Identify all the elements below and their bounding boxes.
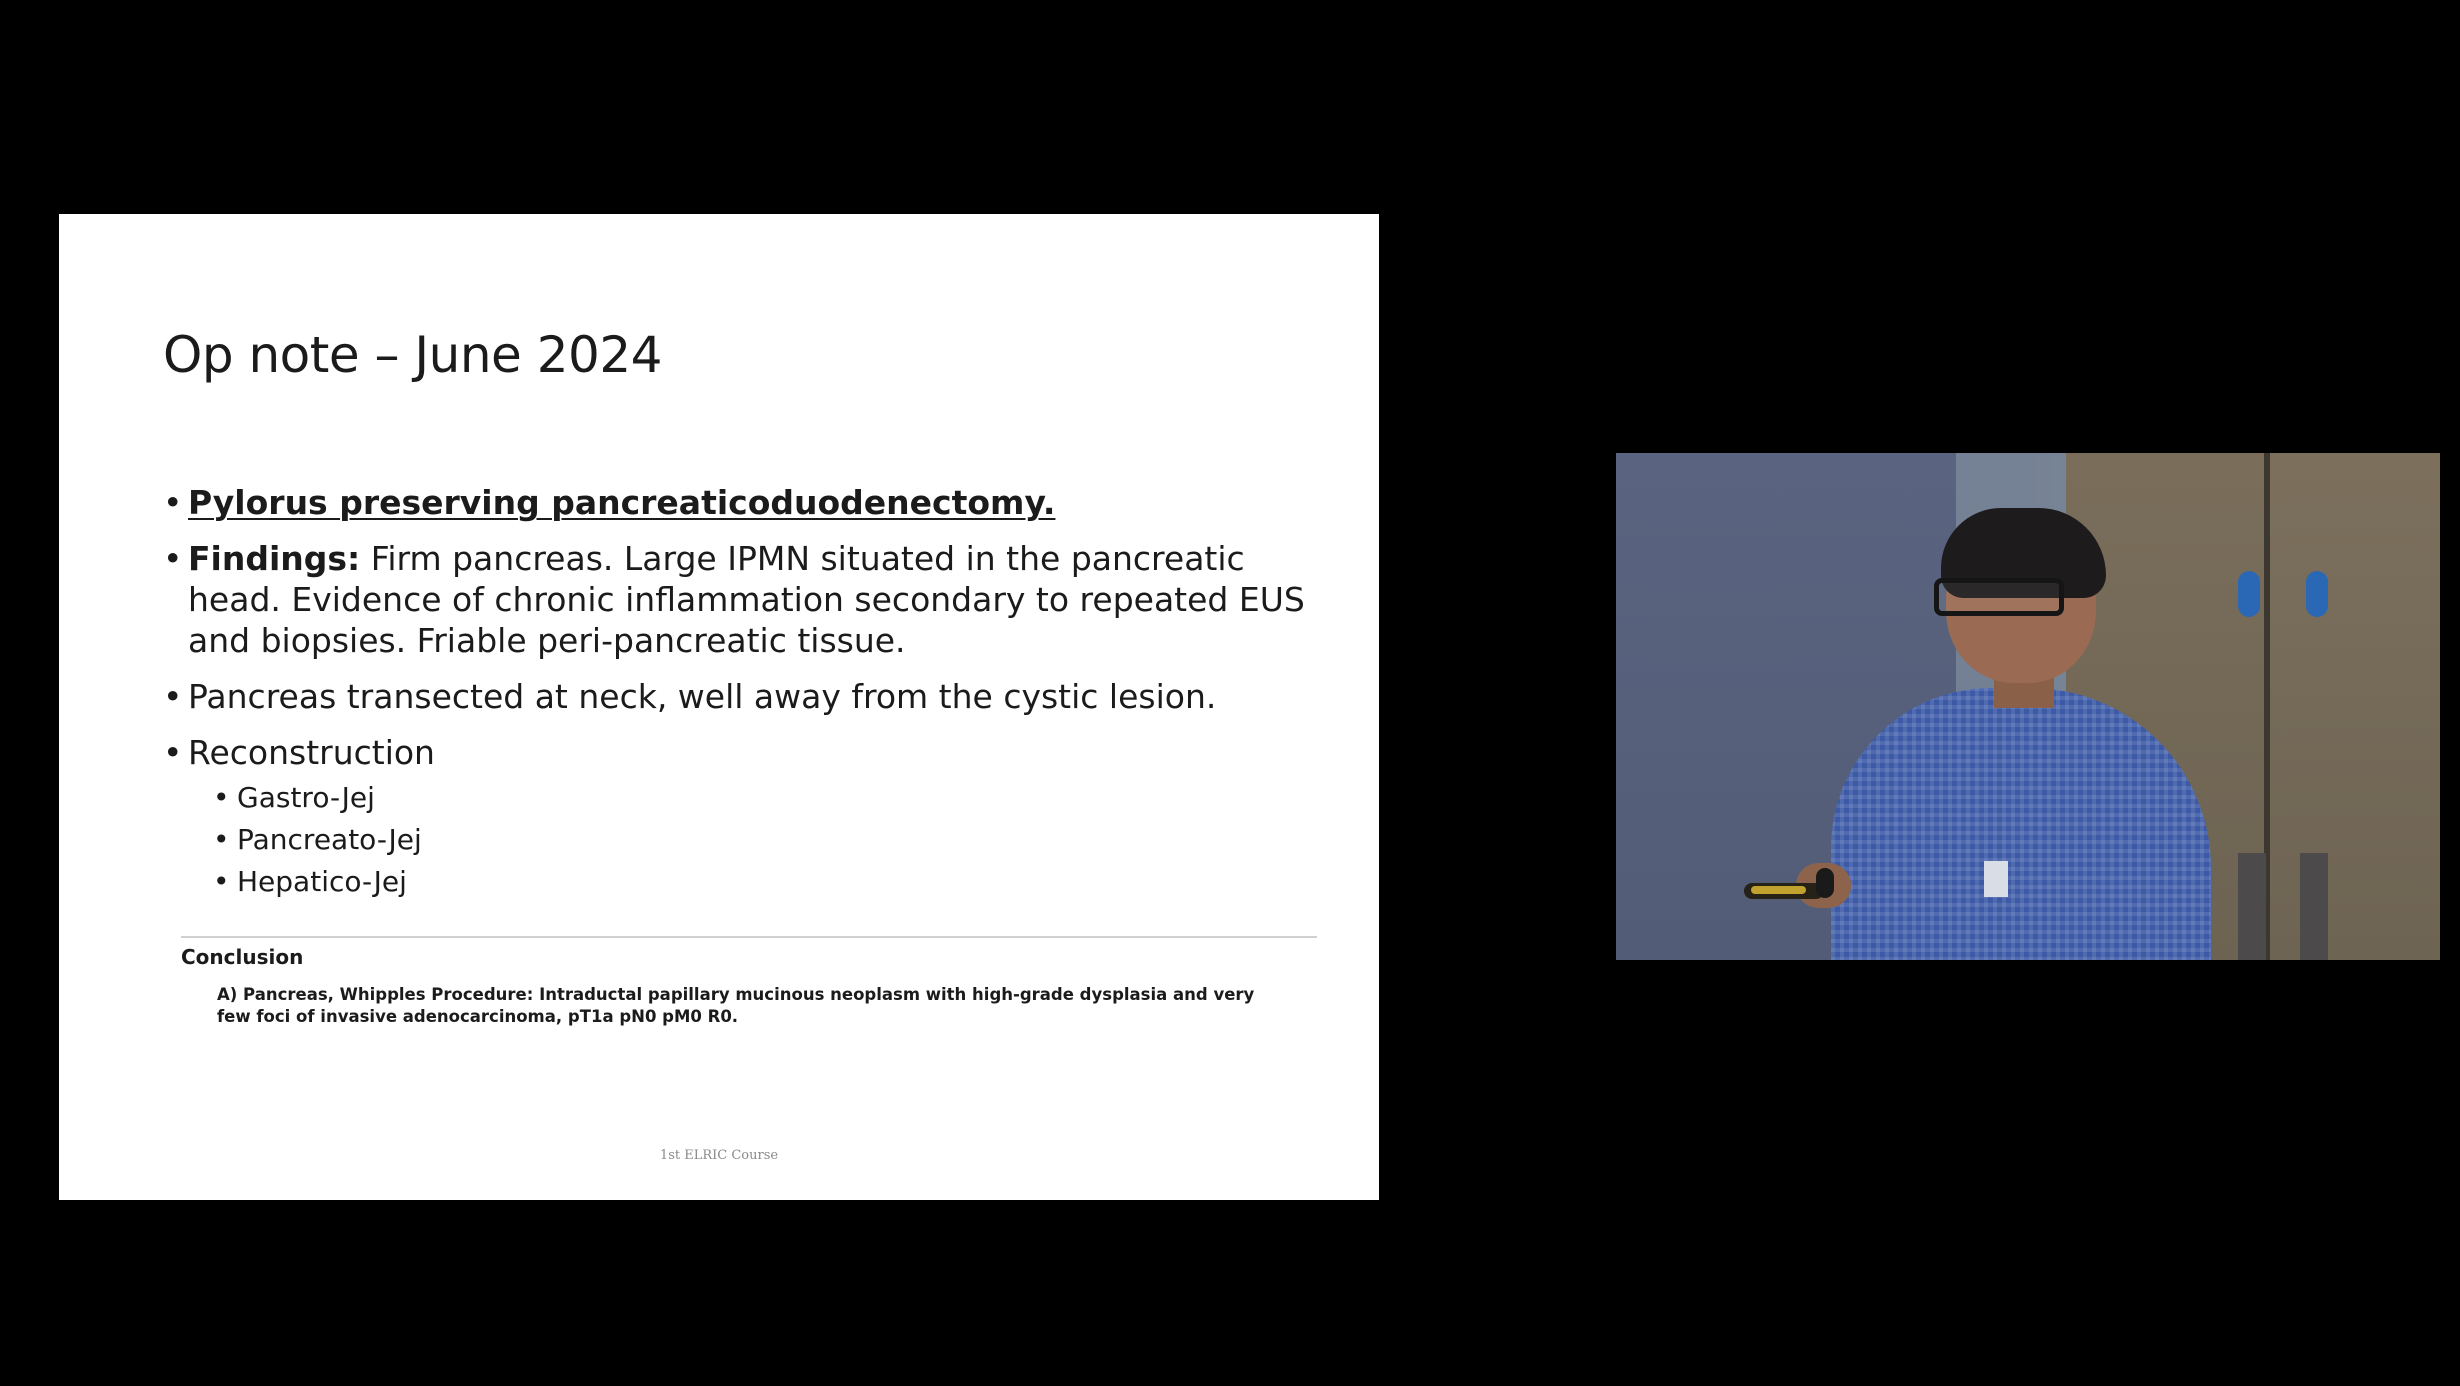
slide-footer: 1st ELRIC Course [659, 1148, 779, 1163]
slide-title: Op note – June 2024 [163, 326, 662, 384]
bullet-transection-text: Pancreas transected at neck, well away from the cystic lesion. [188, 677, 1217, 716]
door-sign-icon [2238, 571, 2260, 617]
speaker-video [1616, 453, 2440, 960]
bullet-findings-text: Firm pancreas. Large IPMN situated in the pancreatic head. Evidence of chronic inflammation secondary to repeated EUS and biopsies. Friable peri-pancreatic tissue. [188, 539, 1305, 660]
microphone-icon [1816, 868, 1834, 898]
speaker-glasses-icon [1934, 578, 2064, 616]
bullet-procedure-text: Pylorus preserving pancreaticoduodenectomy. [188, 483, 1056, 522]
bullet-transection [163, 676, 1333, 717]
door-kickplate [2238, 853, 2266, 960]
clicker-highlight [1751, 886, 1806, 894]
slide-panel [59, 214, 1379, 1200]
sub-bullet-gastro-jej: • Gastro-Jej [188, 777, 1333, 819]
door-kickplate [2300, 853, 2328, 960]
sub-bullet-pancreato-jej: • Pancreato-Jej [188, 819, 1333, 861]
conclusion-text: A) Pancreas, Whipples Procedure: Intraductal papillary mucinous neoplasm with high-grade dysplasia and very few foci of invasive adenocarcinoma, pT1a pN0 pM0 R0. [217, 985, 1255, 1026]
bullet-findings-label: Findings: [188, 539, 361, 578]
conclusion-divider [181, 936, 1317, 938]
door-sign-icon [2306, 571, 2328, 617]
speaker-badge [1984, 861, 2008, 897]
conclusion-heading: Conclusion [181, 945, 304, 969]
bullet-reconstruction-text: Reconstruction [188, 733, 435, 772]
sub-bullet-hepatico-jej: • Hepatico-Jej [188, 861, 1333, 903]
bullet-reconstruction [163, 732, 1333, 903]
bullet-procedure [163, 482, 1333, 523]
bullet-findings [163, 538, 1333, 661]
video-door-right [2270, 453, 2440, 960]
reconstruction-sub-list [188, 777, 1333, 903]
slide-bullet-list [163, 482, 1333, 918]
